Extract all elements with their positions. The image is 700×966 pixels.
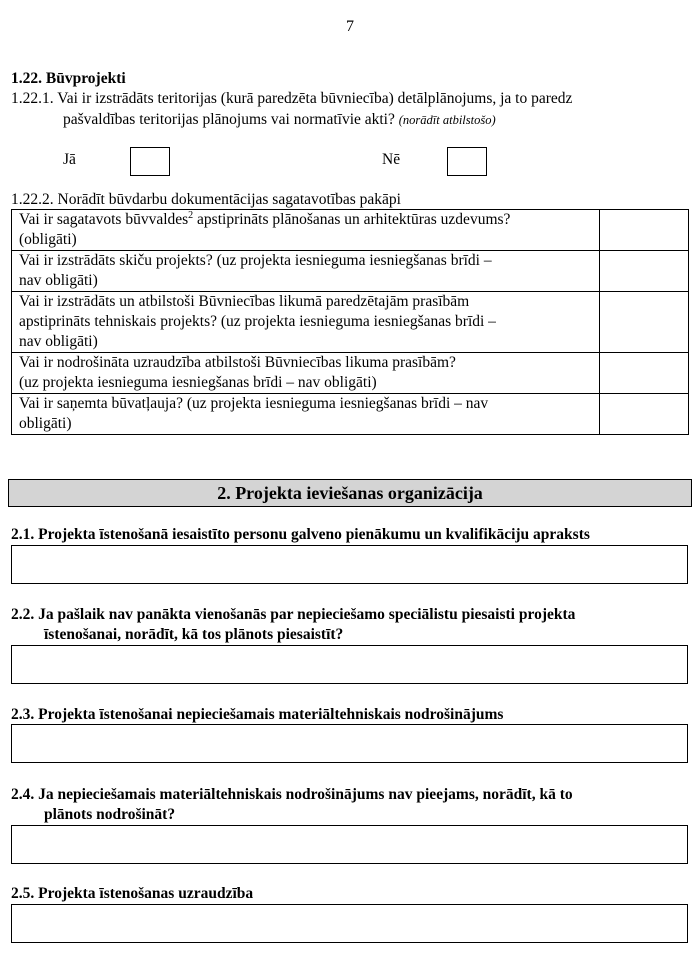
row-text: Vai ir sagatavots būvvaldes xyxy=(19,211,189,228)
question-25-label: 2.5. Projekta īstenošanas uzraudzība xyxy=(11,885,254,902)
row-text: nav obligāti) xyxy=(19,333,98,350)
table-answer-cell[interactable] xyxy=(600,353,689,394)
table-answer-cell[interactable] xyxy=(600,394,689,435)
documentation-table xyxy=(11,209,689,435)
footnote-marker: 2 xyxy=(188,209,194,221)
no-checkbox[interactable] xyxy=(447,147,487,176)
question-1221-line2-wrap xyxy=(63,110,496,130)
table-cell-question xyxy=(12,394,600,435)
yes-checkbox[interactable] xyxy=(130,147,170,176)
question-1221-line1: Vai ir izstrādāts teritorijas (kurā paredzēta būvniecība) detālplānojums, ja to paredz xyxy=(57,90,573,107)
row-text: (obligāti) xyxy=(19,231,77,248)
row-text: obligāti) xyxy=(19,415,72,432)
row-text: Vai ir izstrādāts un atbilstoši Būvniecības likumā paredzētajām prasībām xyxy=(19,293,470,310)
row-text: nav obligāti) xyxy=(19,272,98,289)
row-text: apstiprināts plānošanas un arhitektūras uzdevums? xyxy=(193,211,511,228)
question-24-line1: 2.4. Ja nepieciešamais materiāltehniskais nodrošinājums nav pieejams, norādīt, kā to xyxy=(11,786,573,803)
answer-21-field[interactable] xyxy=(11,545,688,584)
question-1221 xyxy=(11,89,700,109)
table-cell-question xyxy=(12,251,600,292)
question-24-line2: plānots nodrošināt? xyxy=(44,806,176,823)
question-1221-hint: (norādīt atbilstošo) xyxy=(398,113,496,127)
table-answer-cell[interactable] xyxy=(600,210,689,251)
table-cell-question xyxy=(12,353,600,394)
row-text: Vai ir izstrādāts skiču projekts? (uz projekta iesnieguma iesniegšanas brīdi – xyxy=(19,252,492,269)
table-answer-cell[interactable] xyxy=(600,292,689,353)
table-cell-question xyxy=(12,292,600,353)
table-row xyxy=(12,210,689,251)
section-2-title: 2. Projekta ieviešanas organizācija xyxy=(8,479,692,507)
question-22-line2: īstenošanai, norādīt, kā tos plānots piesaistīt? xyxy=(44,626,344,643)
question-22-line1: 2.2. Ja pašlaik nav panākta vienošanās par nepieciešamo speciālistu piesaisti projekta xyxy=(11,606,576,623)
answer-23-field[interactable] xyxy=(11,724,688,763)
row-text: apstiprināts tehniskais projekts? (uz projekta iesnieguma iesniegšanas brīdi – xyxy=(19,313,496,330)
question-1222-label: 1.22.2. Norādīt būvdarbu dokumentācijas sagatavotības pakāpi xyxy=(11,191,401,208)
row-text: Vai ir saņemta būvatļauja? (uz projekta iesnieguma iesniegšanas brīdi – nav xyxy=(19,395,489,412)
answer-24-field[interactable] xyxy=(11,825,688,864)
section-122-title: 1.22. Būvprojekti xyxy=(11,70,126,87)
table-row xyxy=(12,292,689,353)
question-1221-line2: pašvaldības teritorijas plānojums vai normatīvie akti? xyxy=(63,111,395,128)
table-cell-question xyxy=(12,210,600,251)
answer-22-field[interactable] xyxy=(11,645,688,684)
table-row xyxy=(12,353,689,394)
page-number: 7 xyxy=(346,18,354,35)
question-1221-number: 1.22.1. xyxy=(11,90,54,107)
no-label: Nē xyxy=(382,151,401,168)
yes-label: Jā xyxy=(63,151,76,168)
table-answer-cell[interactable] xyxy=(600,251,689,292)
row-text: Vai ir nodrošināta uzraudzība atbilstoši Būvniecības likuma prasībām? xyxy=(19,354,456,371)
table-row xyxy=(12,394,689,435)
table-row xyxy=(12,251,689,292)
question-21-label: 2.1. Projekta īstenošanā iesaistīto personu galveno pienākumu un kvalifikāciju apraksts xyxy=(11,526,590,543)
answer-25-field[interactable] xyxy=(11,904,688,943)
question-23-label: 2.3. Projekta īstenošanai nepieciešamais materiāltehniskais nodrošinājums xyxy=(11,706,504,723)
row-text: (uz projekta iesnieguma iesniegšanas brīdi – nav obligāti) xyxy=(19,374,377,391)
